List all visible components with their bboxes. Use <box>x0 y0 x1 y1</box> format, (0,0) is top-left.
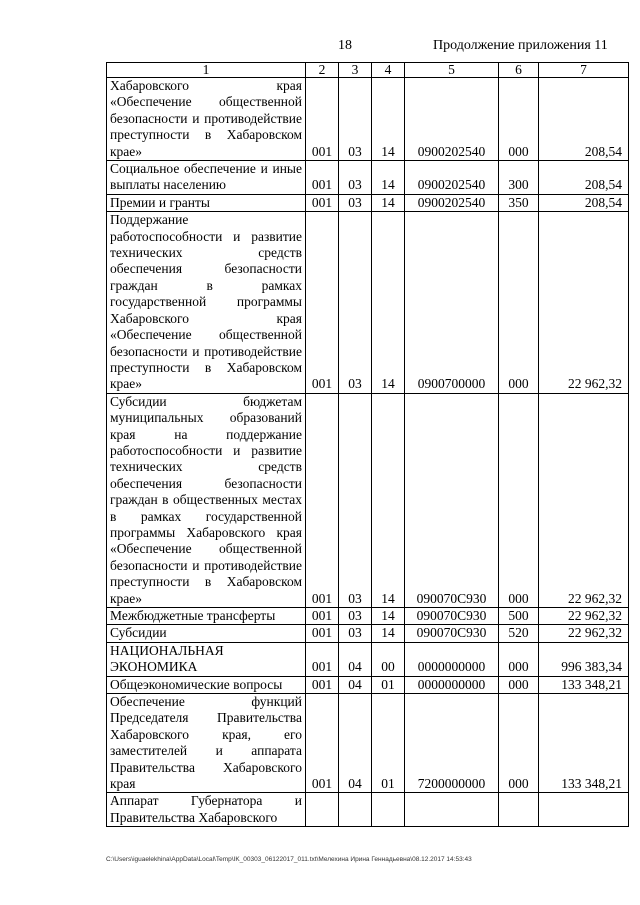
row-name-cell: Премии и гранты <box>107 194 306 211</box>
row-value-cell: 001 <box>306 194 339 211</box>
row-value-cell: 14 <box>372 78 405 161</box>
row-name-cell: Субсидии бюджетам муниципальных образований края на поддержание работоспособности и развитие технических средств обеспечения безопасности граждан в общественных местах в рамках государственной программы Хабаровского края «Обеспечение общественной безопасности и противодействие преступности в Хабаровском крае» <box>107 393 306 607</box>
row-value-cell: 0900700000 <box>405 212 499 393</box>
row-value-cell: 14 <box>372 161 405 195</box>
table-row <box>107 161 629 195</box>
row-value-cell: 03 <box>339 625 372 642</box>
row-value-cell: 000 <box>499 393 539 607</box>
row-value-cell: 14 <box>372 194 405 211</box>
table-row <box>107 78 629 161</box>
row-value-cell: 0900202540 <box>405 161 499 195</box>
row-value-cell: 001 <box>306 694 339 793</box>
continuation-title: Продолжение приложения 11 <box>433 38 608 53</box>
column-header: 5 <box>405 63 499 78</box>
row-value-cell: 0000000000 <box>405 642 499 676</box>
table-row <box>107 212 629 393</box>
row-value-cell: 001 <box>306 676 339 693</box>
row-name-cell: Аппарат Губернатора и Правительства Хабаровского <box>107 793 306 827</box>
row-value-cell: 22 962,32 <box>539 212 629 393</box>
column-header: 6 <box>499 63 539 78</box>
row-value-cell: 03 <box>339 161 372 195</box>
row-value-cell: 04 <box>339 694 372 793</box>
row-name-cell: Обеспечение функций Председателя Правительства Хабаровского края, его заместителей и аппарата Правительства Хабаровского края <box>107 694 306 793</box>
row-value-cell: 000 <box>499 676 539 693</box>
table-row <box>107 194 629 211</box>
table-header-row <box>107 63 629 78</box>
table-row <box>107 793 629 827</box>
row-value-cell: 001 <box>306 212 339 393</box>
row-value-cell: 000 <box>499 642 539 676</box>
row-value-cell <box>372 793 405 827</box>
row-name-cell: Хабаровского края «Обеспечение общественной безопасности и противодействие преступности в Хабаровском крае» <box>107 78 306 161</box>
row-value-cell: 001 <box>306 161 339 195</box>
row-name-cell: Общеэкономические вопросы <box>107 676 306 693</box>
row-value-cell: 090070С930 <box>405 393 499 607</box>
row-value-cell: 03 <box>339 194 372 211</box>
row-value-cell: 208,54 <box>539 161 629 195</box>
row-value-cell: 000 <box>499 694 539 793</box>
row-value-cell: 350 <box>499 194 539 211</box>
table-row <box>107 608 629 625</box>
row-value-cell: 001 <box>306 608 339 625</box>
row-value-cell: 000 <box>499 212 539 393</box>
table-row <box>107 393 629 607</box>
table-row <box>107 642 629 676</box>
row-value-cell: 04 <box>339 676 372 693</box>
row-name-cell: НАЦИОНАЛЬНАЯ ЭКОНОМИКА <box>107 642 306 676</box>
row-name-cell: Поддержание работоспособности и развитие технических средств обеспечения безопасности граждан в рамках государственной программы Хабаровского края «Обеспечение общественной безопасности и противодействие преступности в Хабаровском крае» <box>107 212 306 393</box>
row-value-cell: 7200000000 <box>405 694 499 793</box>
row-value-cell: 001 <box>306 393 339 607</box>
row-value-cell: 208,54 <box>539 78 629 161</box>
row-value-cell: 996 383,34 <box>539 642 629 676</box>
column-header: 4 <box>372 63 405 78</box>
row-value-cell: 14 <box>372 608 405 625</box>
row-value-cell: 0000000000 <box>405 676 499 693</box>
row-value-cell: 04 <box>339 642 372 676</box>
row-name-cell: Субсидии <box>107 625 306 642</box>
row-value-cell: 133 348,21 <box>539 676 629 693</box>
row-value-cell: 520 <box>499 625 539 642</box>
row-value-cell <box>339 793 372 827</box>
row-value-cell: 22 962,32 <box>539 608 629 625</box>
row-value-cell: 22 962,32 <box>539 393 629 607</box>
row-name-cell: Межбюджетные трансферты <box>107 608 306 625</box>
row-value-cell: 03 <box>339 78 372 161</box>
row-value-cell: 001 <box>306 642 339 676</box>
column-header: 1 <box>107 63 306 78</box>
row-value-cell: 090070С930 <box>405 608 499 625</box>
row-value-cell: 14 <box>372 393 405 607</box>
row-value-cell: 133 348,21 <box>539 694 629 793</box>
row-name-cell: Социальное обеспечение и иные выплаты населению <box>107 161 306 195</box>
row-value-cell: 001 <box>306 78 339 161</box>
column-header: 2 <box>306 63 339 78</box>
row-value-cell <box>405 793 499 827</box>
row-value-cell: 208,54 <box>539 194 629 211</box>
row-value-cell: 03 <box>339 212 372 393</box>
row-value-cell <box>306 793 339 827</box>
row-value-cell <box>539 793 629 827</box>
row-value-cell <box>499 793 539 827</box>
row-value-cell: 14 <box>372 212 405 393</box>
row-value-cell: 22 962,32 <box>539 625 629 642</box>
row-value-cell: 01 <box>372 676 405 693</box>
row-value-cell: 00 <box>372 642 405 676</box>
row-value-cell: 090070С930 <box>405 625 499 642</box>
column-header: 3 <box>339 63 372 78</box>
row-value-cell: 03 <box>339 393 372 607</box>
row-value-cell: 001 <box>306 625 339 642</box>
table-row <box>107 694 629 793</box>
row-value-cell: 000 <box>499 78 539 161</box>
row-value-cell: 0900202540 <box>405 194 499 211</box>
file-path-footer: C:\Users\iguaelekhina\AppData\Local\Temp\IK_00303_06122017_011.txt\Мелехина Ирина Геннадьевна\08.12.2017 14:53:43 <box>106 856 472 863</box>
row-value-cell: 0900202540 <box>405 78 499 161</box>
column-header: 7 <box>539 63 629 78</box>
page-number: 18 <box>338 38 352 53</box>
table-row <box>107 676 629 693</box>
row-value-cell: 14 <box>372 625 405 642</box>
row-value-cell: 01 <box>372 694 405 793</box>
row-value-cell: 500 <box>499 608 539 625</box>
table-row <box>107 625 629 642</box>
row-value-cell: 300 <box>499 161 539 195</box>
row-value-cell: 03 <box>339 608 372 625</box>
budget-table <box>106 62 629 827</box>
